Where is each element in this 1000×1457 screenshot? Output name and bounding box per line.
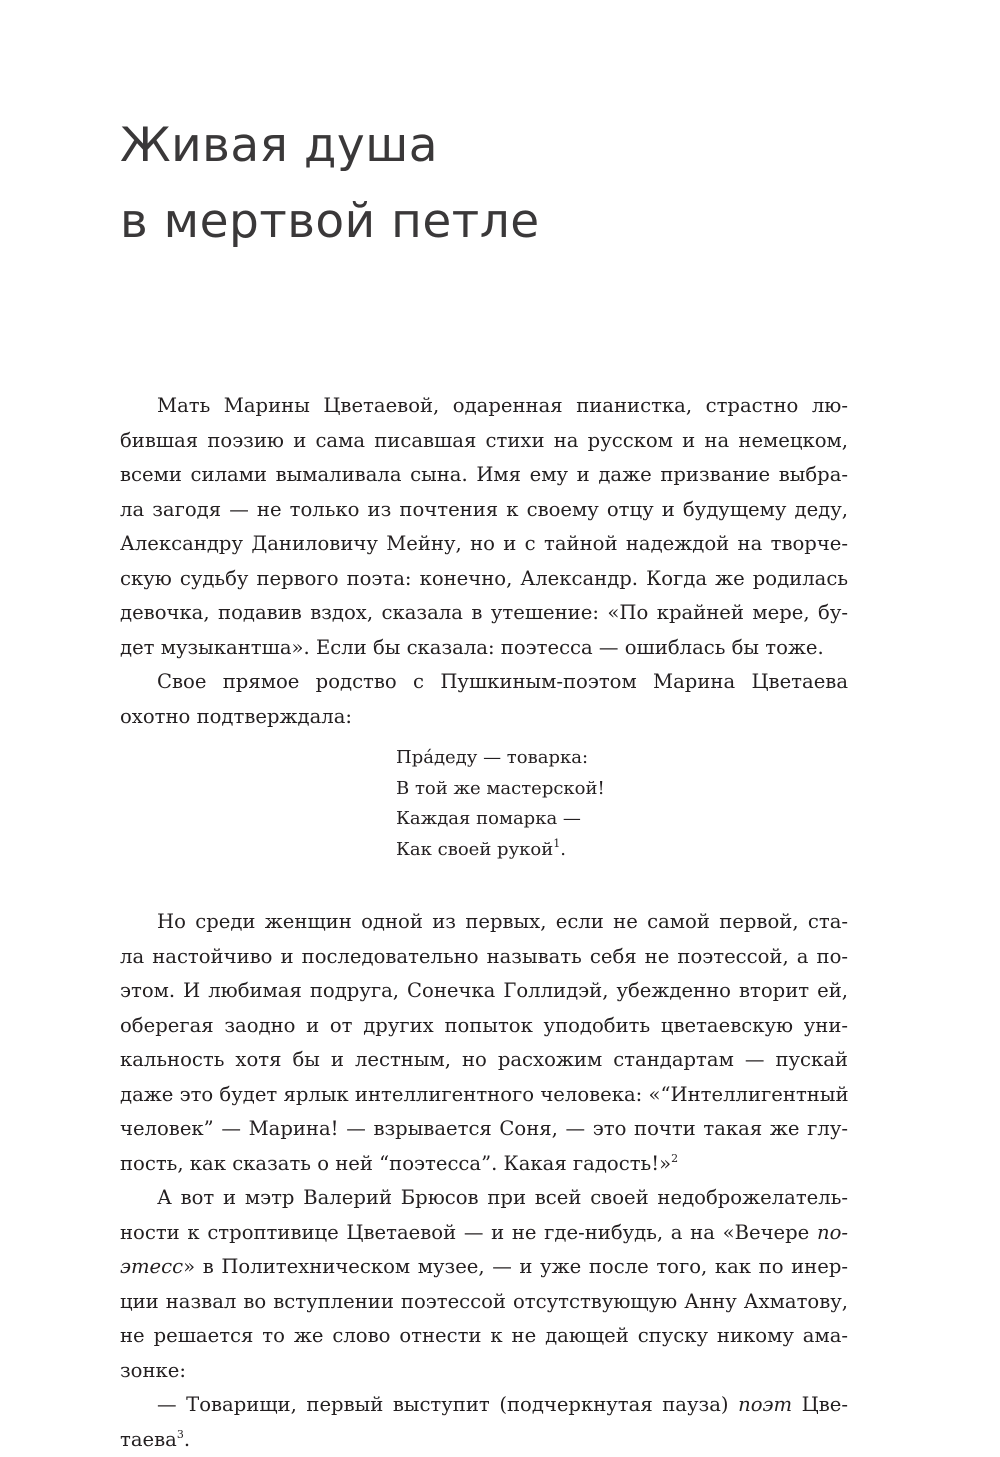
footnote-ref-1[interactable]: 1: [553, 837, 560, 850]
text-line: [120, 1388, 848, 1423]
poem-line: Каждая помарка —: [396, 804, 848, 835]
text-line: ла настойчиво и последовательно называть себя не поэтессой, а по-: [120, 940, 848, 975]
text-line: Но среди женщин одной из первых, если не самой первой, ста-: [120, 905, 848, 940]
text-line: скую судьбу первого поэта: конечно, Александр. Когда же родилась: [120, 562, 848, 597]
text-segment: Цве-: [802, 1393, 848, 1416]
chapter-title-line-1: Живая душа: [120, 108, 540, 184]
chapter-title-line-2: в мертвой петле: [120, 184, 540, 260]
paragraph-5: [120, 1388, 848, 1457]
text-line: Свое прямое родство с Пушкиным-поэтом Марина Цветаева: [120, 665, 848, 700]
chapter-title: [120, 108, 540, 260]
text-segment: ности к строптивице Цветаевой — и не где-нибудь, а на «Вечере: [120, 1221, 809, 1244]
poem-line-text: Как своей рукой: [396, 839, 553, 860]
text-line: кальность хотя бы и лестным, но расхожим стандартам — пускай: [120, 1043, 848, 1078]
footnote-ref-3[interactable]: 3: [177, 1428, 184, 1441]
text-line: бившая поэзию и сама писавшая стихи на русском и на немецком,: [120, 424, 848, 459]
text-line: Александру Даниловичу Мейну, но и с тайной надеждой на творче-: [120, 527, 848, 562]
text-line: этом. И любимая подруга, Сонечка Голлидэй, убежденно вторит ей,: [120, 974, 848, 1009]
text-line: [120, 1216, 848, 1251]
poem-line: В той же мастерской!: [396, 774, 848, 805]
footnote-ref-2[interactable]: 2: [671, 1152, 678, 1165]
spacer: [120, 865, 848, 905]
text-line: дет музыкантша». Если бы сказала: поэтесса — ошиблась бы тоже.: [120, 631, 848, 666]
text-line: даже это будет ярлык интеллигентного человека: «“Интеллигентный: [120, 1078, 848, 1113]
text-segment: .: [184, 1428, 190, 1451]
text-line: ла загодя — не только из почтения к своему отцу и будущему деду,: [120, 493, 848, 528]
text-line: не решается то же слово отнести к не дающей спуску никому ама-: [120, 1319, 848, 1354]
text-line: [120, 1250, 848, 1285]
poem-quote: [396, 743, 848, 865]
paragraph-2: [120, 665, 848, 734]
text-line: А вот и мэтр Валерий Брюсов при всей своей недоброжелатель-: [120, 1181, 848, 1216]
body-text: [120, 389, 848, 1457]
poem-line-end: .: [560, 839, 566, 860]
text-line: оберегая заодно и от других попыток уподобить цветаевскую уни-: [120, 1009, 848, 1044]
italic-segment: этесс: [120, 1255, 183, 1278]
text-line: зонке:: [120, 1354, 848, 1389]
poem-line: [396, 835, 848, 866]
italic-segment: поэт: [738, 1393, 792, 1416]
text-line: ции назвал во вступлении поэтессой отсутствующую Анну Ахматову,: [120, 1285, 848, 1320]
text-line-content: пость, как сказать о ней “поэтесса”. Какая гадость!»: [120, 1152, 671, 1175]
paragraph-4: [120, 1181, 848, 1388]
text-line: охотно подтверждала:: [120, 700, 848, 735]
paragraph-1: [120, 389, 848, 665]
paragraph-3: [120, 905, 848, 1181]
text-line: Мать Марины Цветаевой, одаренная пианистка, страстно лю-: [120, 389, 848, 424]
text-line: девочка, подавив вздох, сказала в утешение: «По крайней мере, бу-: [120, 596, 848, 631]
text-line: всеми силами вымаливала сына. Имя ему и даже призвание выбра-: [120, 458, 848, 493]
text-line: человек” — Марина! — взрывается Соня, — это почти такая же глу-: [120, 1112, 848, 1147]
text-segment: таева: [120, 1428, 177, 1451]
text-line: [120, 1147, 848, 1182]
text-line: [120, 1423, 848, 1457]
italic-segment: по-: [817, 1221, 848, 1244]
text-segment: » в Политехническом музее, — и уже после того, как по инер-: [183, 1255, 848, 1278]
poem-line: Пра́деду — товарка:: [396, 743, 848, 774]
text-segment: — Товарищи, первый выступит (подчеркнутая пауза): [157, 1393, 729, 1416]
